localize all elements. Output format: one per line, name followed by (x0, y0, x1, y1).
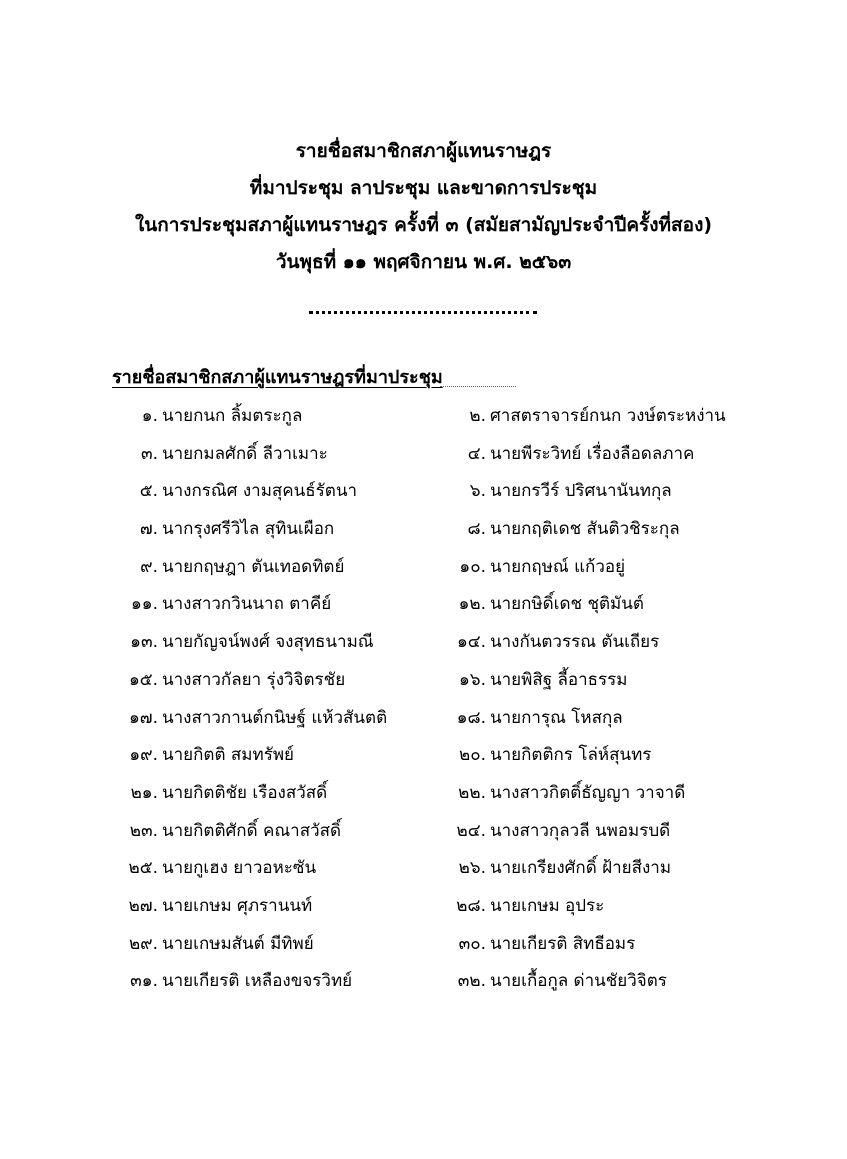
member-item (440, 813, 670, 850)
member-number: ๒๗. (128, 895, 158, 916)
member-item (440, 775, 685, 812)
member-item (112, 963, 352, 1000)
member-name: นายเกษม อุประ (490, 895, 605, 916)
member-name: นายกมลศักดิ์ ลีวาเมาะ (162, 443, 328, 464)
member-item (440, 662, 628, 699)
section-title: รายชื่อสมาชิกสภาผู้แทนราษฎรที่มาประชุม (112, 367, 443, 388)
member-number: ๑. (141, 406, 158, 426)
member-item (112, 662, 345, 699)
member-name: นายกนก ลิ้มตระกูล (162, 406, 303, 426)
member-item (112, 398, 302, 435)
member-number: ๖. (469, 481, 486, 502)
member-row (0, 398, 847, 436)
header-subtitle: ที่มาประชุม ลาประชุม และขาดการประชุม (249, 177, 598, 199)
member-number: ๓๒. (457, 971, 486, 992)
member-item (440, 436, 694, 473)
member-row (0, 662, 847, 700)
member-name: นายกษิดิ์เดช ชุติมันต์ (490, 594, 644, 615)
member-item (112, 473, 357, 510)
member-row (0, 850, 847, 888)
member-name: นางสาวกวินนาถ ตาคีย์ (162, 594, 332, 615)
member-name: นายกัญจน์พงศ์ จงสุทธนามณี (162, 632, 374, 653)
member-number: ๒๙. (128, 933, 158, 954)
member-row (0, 436, 847, 474)
member-name: นายพีระวิทย์ เรื่องลือดลภาค (490, 443, 695, 464)
member-number: ๑๘. (456, 707, 486, 728)
member-number: ๑๒. (458, 594, 486, 615)
member-item (112, 888, 312, 925)
member-row (0, 737, 847, 775)
member-number: ๓๐. (458, 933, 486, 954)
member-item (440, 511, 680, 548)
member-item (440, 850, 671, 887)
member-number: ๑๗. (129, 707, 158, 728)
member-item (440, 586, 644, 623)
member-row (0, 624, 847, 662)
member-item (440, 549, 625, 586)
member-number: ๑๓. (130, 632, 158, 653)
member-number: ๑๑. (131, 594, 158, 615)
member-row (0, 511, 847, 549)
member-number: ๗. (139, 519, 158, 540)
member-name: นายเกรียงศักดิ์ ฝ้ายสีงาม (490, 858, 672, 879)
member-row (0, 888, 847, 926)
member-number: ๒๖. (458, 858, 486, 879)
member-name: นายกิตติชัย เรืองสวัสดิ์ (162, 782, 328, 803)
member-item (440, 963, 667, 1000)
member-row (0, 700, 847, 738)
member-name: นายกูเฮง ยาวอหะซัน (162, 858, 317, 879)
member-number: ๘. (467, 519, 486, 540)
member-name: นายกรวีร์ ปริศนานันทกุล (490, 481, 672, 502)
member-number: ๑๔. (456, 632, 486, 653)
member-number: ๓. (140, 443, 158, 464)
member-number: ๑๖. (459, 669, 486, 690)
member-row (0, 963, 847, 1001)
member-name: นายกฤติเดช สันติวชิระกุล (490, 519, 680, 540)
member-number: ๑๐. (459, 556, 486, 577)
member-item (112, 624, 374, 661)
header-title: รายชื่อสมาชิกสภาผู้แทนราษฎร (295, 140, 552, 162)
member-number: ๒๑. (130, 782, 158, 803)
member-name: นายเกษมสันต์ มีทิพย์ (162, 933, 314, 954)
member-name: นายกฤษฎา ตันเทอดทิตย์ (162, 556, 345, 577)
member-name: นากรุงศรีวิไล สุทินเผือก (162, 519, 335, 540)
member-number: ๙. (140, 556, 158, 577)
member-name: นายกิตติกร โล่ห์สุนทร (490, 745, 652, 766)
header-date: วันพุธที่ ๑๑ พฤศจิกายน พ.ศ. ๒๕๖๓ (275, 251, 572, 273)
member-row (0, 775, 847, 813)
member-number: ๑๕. (128, 669, 158, 690)
member-name: นายเกียรติ เหลืองขจรวิทย์ (162, 971, 353, 992)
member-item (112, 926, 314, 963)
member-number: ๒๐. (459, 745, 486, 766)
member-number: ๒๓. (129, 820, 158, 841)
member-name: นายการุณ โหสกุล (490, 707, 623, 728)
member-name: นางสาวกัลยา รุ่งวิจิตรชัย (162, 669, 346, 690)
member-item (440, 624, 659, 661)
document-header (0, 133, 847, 281)
member-item (112, 775, 327, 812)
member-name: ศาสตราจารย์กนก วงษ์ตระหง่าน (490, 406, 726, 426)
member-number: ๒๒. (458, 782, 486, 803)
member-name: นายพิสิฐ ลี้อาธรรม (490, 669, 628, 690)
member-name: นายกิตติศักดิ์ คณาสวัสดิ์ (162, 820, 342, 841)
member-name: นางกันตวรรณ ตันเถียร (490, 632, 660, 653)
member-name: นายเกียรติ สิทธีอมร (490, 933, 636, 954)
member-number: ๓๑. (130, 971, 158, 992)
member-row (0, 813, 847, 851)
member-item (112, 586, 331, 623)
member-item (440, 473, 672, 510)
member-row (0, 549, 847, 587)
member-item (112, 700, 387, 737)
member-item (440, 700, 623, 737)
member-name: นางกรณิศ งามสุคนธ์รัตนา (162, 481, 357, 502)
header-session: ในการประชุมสภาผู้แทนราษฎร ครั้งที่ ๓ (สมัยสามัญประจำปีครั้งที่สอง) (134, 214, 713, 236)
member-number: ๑๙. (129, 745, 158, 766)
member-item (440, 398, 726, 435)
member-number: ๔. (467, 443, 486, 464)
member-name: นายกฤษณ์ แก้วอยู่ (490, 556, 626, 577)
member-number: ๒๘. (456, 895, 486, 916)
member-item (112, 850, 316, 887)
member-item (112, 737, 294, 774)
member-row (0, 926, 847, 964)
member-item (112, 436, 328, 473)
member-name: นายเกษม ศุภรานนท์ (162, 895, 313, 916)
member-item (440, 926, 635, 963)
dotted-divider (309, 311, 537, 314)
member-item (440, 888, 604, 925)
member-item (440, 737, 651, 774)
member-row (0, 473, 847, 511)
member-number: ๕. (139, 481, 158, 502)
member-number: ๒๕. (128, 858, 158, 879)
member-item (112, 813, 341, 850)
member-number: ๒. (469, 406, 486, 426)
section-title-dots (440, 386, 516, 387)
member-number: ๒๔. (456, 820, 486, 841)
member-name: นายเกื้อกูล ด่านชัยวิจิตร (490, 971, 667, 992)
member-item (112, 511, 334, 548)
member-list (0, 398, 847, 1001)
member-row (0, 586, 847, 624)
member-name: นางสาวกุลวลี นพอมรบดี (490, 820, 671, 841)
member-name: นางสาวกิตติ์ธัญญา วาจาดี (490, 782, 686, 803)
member-name: นางสาวกานต์กนิษฐ์ แห้วสันตติ (162, 707, 388, 728)
member-name: นายกิตติ สมทรัพย์ (162, 745, 294, 766)
member-item (112, 549, 344, 586)
